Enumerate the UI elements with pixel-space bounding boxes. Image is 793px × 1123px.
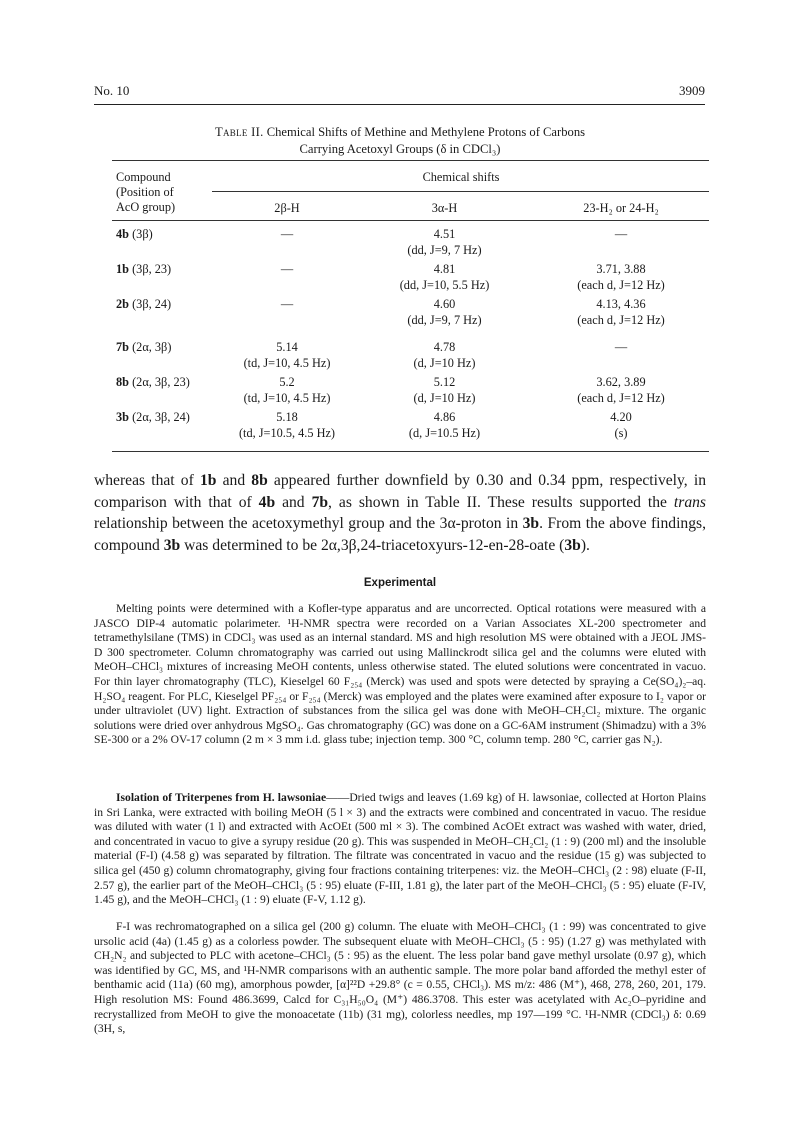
cell-23-24-value: 3.62, 3.89 bbox=[596, 375, 646, 389]
compound-code: 1b bbox=[116, 262, 129, 276]
row-compound bbox=[116, 297, 171, 312]
cell-2beta-value: 5.2 bbox=[279, 375, 295, 389]
cell-23-24-value: — bbox=[614, 227, 628, 241]
issue-number: No. 10 bbox=[94, 83, 130, 98]
cell-23-24-value: — bbox=[614, 340, 628, 354]
cell-3alpha-multiplicity: (dd, J=10, 5.5 Hz) bbox=[399, 278, 490, 292]
head-chemical-shifts: Chemical shifts bbox=[422, 170, 500, 184]
compound-code: 2b bbox=[116, 297, 129, 311]
caption-line-2: Carrying Acetoxyl Groups (δ in CDCl₃) bbox=[299, 142, 501, 156]
experimental-paragraph-2: Isolation of Triterpenes from H. lawsoniae——Dried twigs and leaves (1.69 kg) of H. lawsoniae, collected at Horton Plains in Sri Lanka, were extracted with boiling MeOH (5 l × 3) and the extracts were combined and concentrated in vacuo. The residue was diluted with water (1 l) and extracted with AcOEt (500 ml × 3). The combined AcOEt extract was washed with water, dried, and concentrated in vacuo to give a syrupy residue (20 g). This was suspended in MeOH–CH₂Cl₂ (1 : 9) (200 ml) and the insoluble material (F-I) (4.58 g) was separated by filtration. The filtrate was concentrated in vacuo and the residue (15 g) was subjected to silica gel (450 g) column chromatography, giving four fractions containing triterpenes: viz. the MeOH–CHCl₃ (2 : 98) eluate (F-II, 2.57 g), the earlier part of the MeOH–CHCl₃ (5 : 95) eluate (F-III, 1.81 g), the later part of the MeOH–CHCl₃ (5 : 95) eluate (F-IV, 1.45 g), and the MeOH–CHCl₃ (1 : 9) eluate (F-V, 1.12 g). bbox=[94, 791, 706, 907]
compound-code: 7b bbox=[116, 340, 129, 354]
row-compound bbox=[116, 340, 171, 355]
cell-3alpha-multiplicity: (dd, J=9, 7 Hz) bbox=[407, 243, 482, 257]
row-compound bbox=[116, 227, 153, 242]
acetoxy-position: (2α, 3β, 23) bbox=[132, 375, 190, 389]
compound-code: 4b bbox=[116, 227, 129, 241]
cell-2beta-value: 5.18 bbox=[276, 410, 298, 424]
cell-2beta-multiplicity: (td, J=10, 4.5 Hz) bbox=[243, 356, 331, 370]
cell-2beta-multiplicity: (td, J=10.5, 4.5 Hz) bbox=[238, 426, 336, 440]
acetoxy-position: (3β) bbox=[132, 227, 153, 241]
cell-3alpha-multiplicity: (d, J=10 Hz) bbox=[413, 391, 476, 405]
row-compound bbox=[116, 262, 171, 277]
experimental-paragraph-3: F-I was rechromatographed on a silica gel (200 g) column. The eluate with MeOH–CHCl₃ (1 : 99) was concentrated to give ursolic acid (4a) (1.45 g) as a colorless powder. The subsequent eluate with MeOH–CHCl₃ (5 : 95) (1.27 g) was methylated with CH₂N₂ and subjected to PLC with acetone–CHCl₃ (5 : 95) as the eluent. The less polar band gave methyl ursolate (0.97 g), which was identified by GC, MS, and ¹H-NMR comparisons with an authentic sample. The more polar band afforded the methyl ester of benthamic acid (11a) (60 mg), amorphous powder, [α]²²D +29.8° (c = 0.55, CHCl₃). MS m/z: 486 (M⁺), 468, 278, 260, 201, 179. High resolution MS: Found 486.3699, Calcd for C₃₁H₅₀O₄ (M⁺) 486.3708. This ester was acetylated with Ac₂O–pyridine and recrystallized from MeOH to give the monoacetate (11b) (31 mg), colorless needles, mp 197—199 °C. ¹H-NMR (CDCl₃) δ: 0.69 (3H, s, bbox=[94, 920, 706, 1036]
table-bottom-rule bbox=[112, 451, 709, 452]
cell-2beta-value: — bbox=[280, 262, 294, 276]
cell-3alpha-value: 4.51 bbox=[433, 227, 456, 241]
cell-23-24-value: 3.71, 3.88 bbox=[596, 262, 646, 276]
cell-2beta-value: — bbox=[280, 227, 294, 241]
cell-23-24-multiplicity: (s) bbox=[614, 426, 628, 440]
head-compound-line-2: (Position of bbox=[116, 185, 174, 199]
isolation-subheading: Isolation of Triterpenes from H. lawsoniae bbox=[116, 791, 327, 804]
head-col-23-24: 23-H₂ or 24-H₂ bbox=[583, 201, 659, 215]
acetoxy-position: (3β, 24) bbox=[132, 297, 172, 311]
body-paragraph: whereas that of 1b and 8b appeared further downfield by 0.30 and 0.34 ppm, respectively, in comparison with that of 4b and 7b, as shown in Table II. These results supported the trans relationship between the acetoxymethyl group and the 3α-proton in 3b. From the above findings, compound 3b was determined to be 2α,3β,24-triacetoxyurs-12-en-28-oate (3b). bbox=[94, 472, 706, 554]
cell-23-24-multiplicity: (each d, J=12 Hz) bbox=[577, 313, 665, 327]
row-compound bbox=[116, 375, 190, 390]
compound-code: 8b bbox=[116, 375, 129, 389]
cell-3alpha-value: 5.12 bbox=[433, 375, 456, 389]
cell-3alpha-value: 4.81 bbox=[433, 262, 456, 276]
cell-3alpha-value: 4.78 bbox=[433, 340, 456, 354]
row-compound bbox=[116, 410, 190, 425]
cell-2beta-value: 5.14 bbox=[276, 340, 298, 354]
experimental-paragraph-1: Melting points were determined with a Kofler-type apparatus and are uncorrected. Optical rotations were measured with a JASCO DIP-4 automatic polarimeter. ¹H-NMR spectra were recorded on a Varian Associates XL-200 spectrometer and tetramethylsilane (TMS) in CDCl₃ was used as an internal standard. MS and high resolution MS were obtained with a JEOL JMS-D 300 spectrometer. Column chromatography was carried out using Mallinckrodt silica gel and the columns were eluted with MeOH–CHCl₃ mixtures of increasing MeOH contents, unless otherwise stated. The eluted solutions were concentrated in vacuo. For thin layer chromatography (TLC), Kieselgel 60 F₂₅₄ (Merck) was used and spots were detected by spraying a Ce(SO₄)₂–aq. H₂SO₄ reagent. For PLC, Kieselgel PF₂₅₄ or F₂₅₄ (Merck) was employed and the plates were examined after exposure to I₂ vapor or under ultraviolet (UV) light. Extraction of substances from the silica gel was done with MeOH–CH₂Cl₂ mixture. The organic solutions were dried over anhydrous MgSO₄. Gas chromatography (GC) was done on a GC-6AM instrument (Shimadzu) with a 3% SE-300 or a 2% OV-17 column (2 m × 3 mm i.d. glass tube; injection temp. 300 °C, column temp. 280 °C, carrier gas N₂). bbox=[94, 602, 706, 747]
cell-2beta-value: — bbox=[280, 297, 294, 311]
table-label: Table II. bbox=[214, 125, 264, 139]
head-compound-line-3: AcO group) bbox=[116, 200, 176, 214]
section-heading-experimental: Experimental bbox=[363, 577, 437, 589]
head-compound-line-1: Compound bbox=[116, 170, 171, 184]
cell-3alpha-value: 4.86 bbox=[433, 410, 456, 424]
compound-code: 3b bbox=[116, 410, 129, 424]
acetoxy-position: (2α, 3β, 24) bbox=[132, 410, 190, 424]
cell-3alpha-multiplicity: (d, J=10 Hz) bbox=[413, 356, 476, 370]
head-span-rule bbox=[212, 191, 709, 192]
header-rule bbox=[94, 104, 705, 105]
head-bottom-rule bbox=[112, 220, 709, 221]
cell-2beta-multiplicity: (td, J=10, 4.5 Hz) bbox=[243, 391, 331, 405]
cell-23-24-value: 4.13, 4.36 bbox=[596, 297, 646, 311]
head-col-2beta: 2β-H bbox=[274, 201, 300, 215]
cell-23-24-multiplicity: (each d, J=12 Hz) bbox=[577, 278, 665, 292]
acetoxy-position: (3β, 23) bbox=[132, 262, 172, 276]
cell-3alpha-multiplicity: (dd, J=9, 7 Hz) bbox=[407, 313, 482, 327]
head-col-3alpha: 3α-H bbox=[431, 201, 458, 215]
cell-3alpha-multiplicity: (d, J=10.5 Hz) bbox=[408, 426, 481, 440]
caption-line-1: Chemical Shifts of Methine and Methylene Protons of Carbons bbox=[266, 125, 586, 139]
cell-3alpha-value: 4.60 bbox=[433, 297, 456, 311]
page-number: 3909 bbox=[679, 83, 705, 98]
acetoxy-position: (2α, 3β) bbox=[132, 340, 172, 354]
table-top-rule bbox=[112, 160, 709, 161]
table-caption bbox=[150, 124, 650, 158]
cell-23-24-multiplicity: (each d, J=12 Hz) bbox=[577, 391, 665, 405]
cell-23-24-value: 4.20 bbox=[610, 410, 632, 424]
